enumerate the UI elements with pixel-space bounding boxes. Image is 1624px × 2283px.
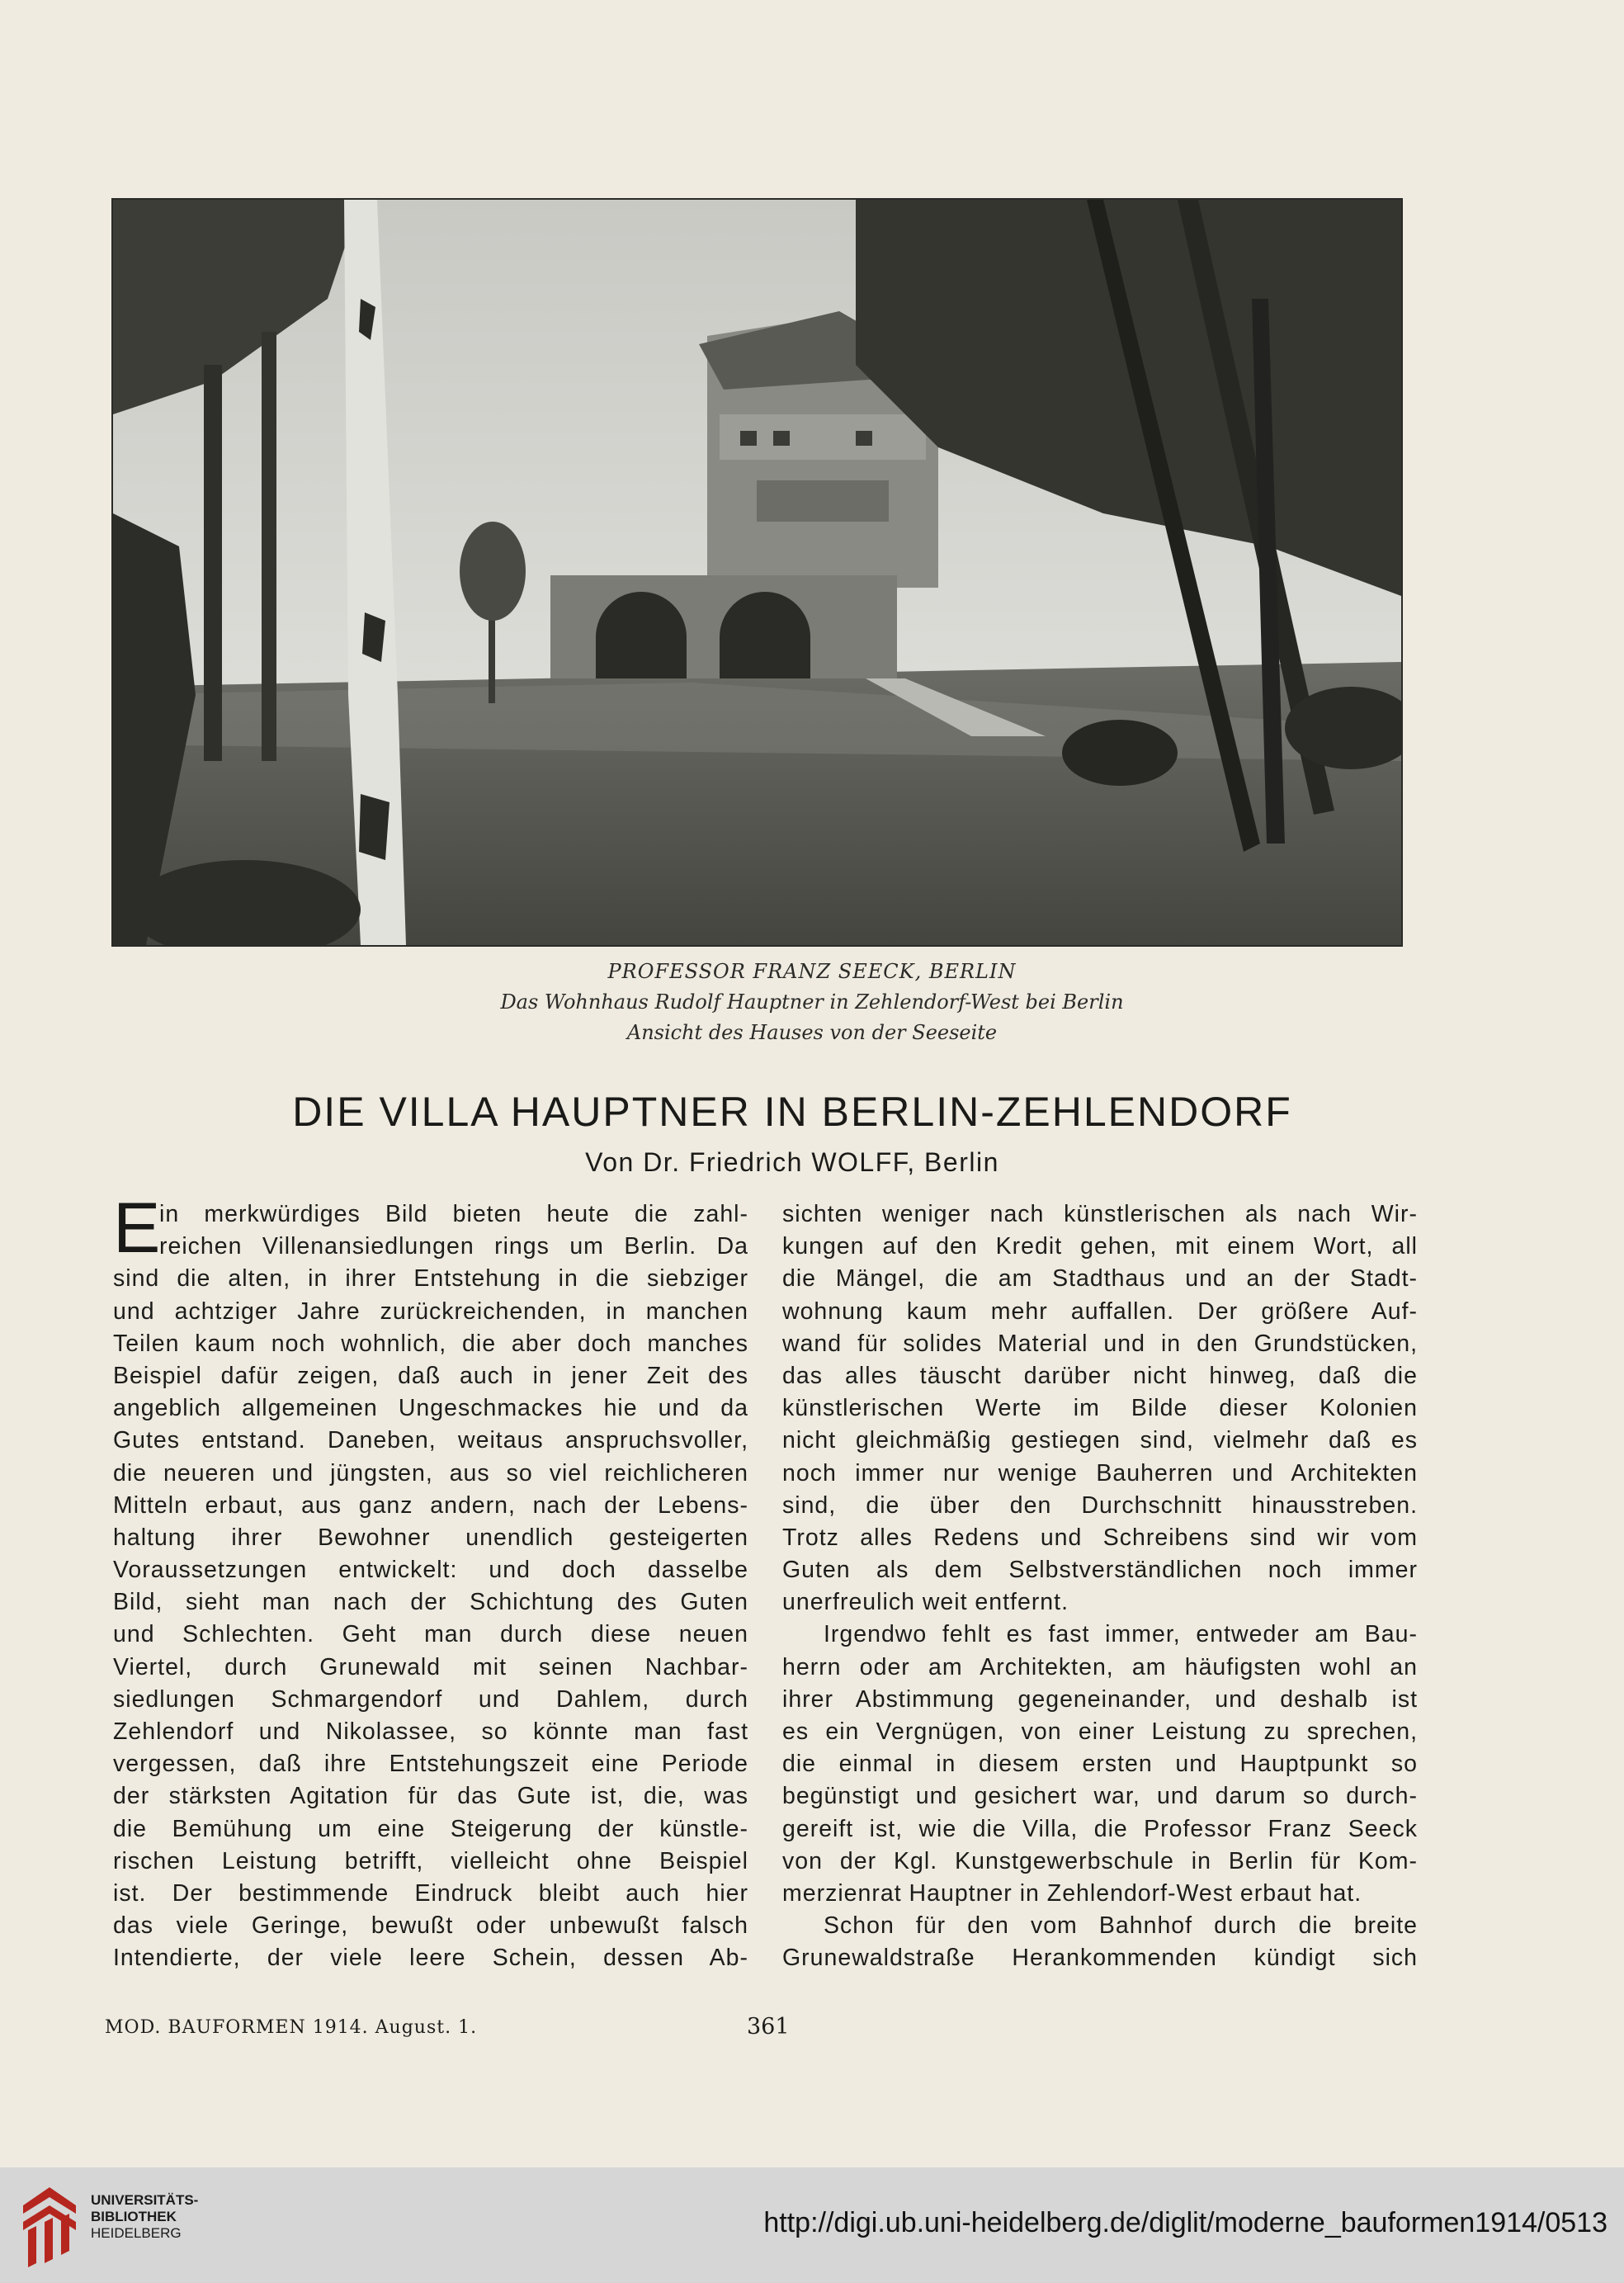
text-line: merzienrat Hauptner in Zehlendorf-West erbaut hat. — [782, 1879, 1362, 1907]
text-line: Zehlendorf und Nikolassee, so könnte man fast — [113, 1718, 748, 1745]
journal-reference: MOD. BAUFORMEN 1914. August. 1. — [105, 2017, 478, 2038]
text-line: Trotz alles Redens und Schreibens sind wir vom — [782, 1524, 1418, 1551]
library-name-line3: HEIDELBERG — [91, 2225, 182, 2241]
text-line: Voraussetzungen entwickelt: und doch dasselbe — [113, 1557, 748, 1584]
library-footer-bar — [0, 2167, 1624, 2283]
article-byline: Von Dr. Friedrich WOLFF, Berlin — [585, 1147, 999, 1177]
text-line: die Mängel, die am Stadthaus und an der Stadt- — [782, 1265, 1418, 1293]
text-line: sichten weniger nach künstlerischen als nach Wir- — [782, 1201, 1418, 1227]
text-line: Intendierte, der viele leere Schein, dessen Ab- — [113, 1945, 748, 1972]
text-line: von der Kgl. Kunstgewerbschule in Berlin für Kom- — [782, 1847, 1418, 1874]
library-name-line1: UNIVERSITÄTS- — [91, 2192, 199, 2208]
text-line: wohnung kaum mehr auffallen. Der größere Auf- — [782, 1297, 1418, 1325]
article-column-left — [113, 1189, 748, 1975]
text-line: noch immer nur wenige Bauherren und Architekten — [782, 1459, 1418, 1487]
text-line: Schon für den vom Bahnhof durch die breite — [824, 1912, 1418, 1940]
text-line: Beispiel dafür zeigen, daß auch in jener Zeit des — [113, 1362, 748, 1389]
text-line: die einmal in diesem ersten und Hauptpunkt so — [782, 1751, 1418, 1778]
text-line: das alles täuscht darüber nicht hinweg, daß die — [782, 1362, 1418, 1389]
caption-view: Ansicht des Hauses von der Seeseite — [626, 1021, 998, 1044]
text-line: das viele Geringe, bewußt oder unbewußt falsch — [113, 1912, 748, 1940]
villa-photograph — [111, 198, 1403, 947]
text-line: begünstigt und gesichert war, und darum so durch- — [782, 1783, 1418, 1810]
text-line: kungen auf den Kredit gehen, mit einem Wort, all — [782, 1233, 1418, 1260]
text-line: es ein Vergnügen, von einer Leistung zu sprechen, — [782, 1718, 1418, 1745]
text-line: ihrer Abstimmung gegeneinander, und deshalb ist — [782, 1685, 1418, 1713]
text-line: haltung ihrer Bewohner unendlich gesteigerten — [113, 1524, 748, 1551]
text-line: sind die alten, in ihrer Entstehung in die siebziger — [113, 1265, 748, 1293]
caption-architect: PROFESSOR FRANZ SEECK, BERLIN — [607, 960, 1017, 983]
text-line: Grunewaldstraße Herankommenden kündigt sich — [782, 1945, 1418, 1972]
text-line: siedlungen Schmargendorf und Dahlem, durch — [113, 1685, 748, 1713]
digital-library-url[interactable]: http://digi.ub.uni-heidelberg.de/diglit/moderne_bauformen1914/0513 — [763, 2207, 1607, 2238]
text-line: Viertel, durch Grunewald mit seinen Nachbar- — [113, 1653, 748, 1680]
text-line: Bild, sieht man nach der Schichtung des Guten — [113, 1589, 748, 1616]
text-line: Teilen kaum noch wohnlich, die aber doch manches — [113, 1330, 748, 1357]
text-line: herrn oder am Architekten, am häufigsten wohl an — [782, 1653, 1418, 1680]
text-line: und achtziger Jahre zurückreichenden, in manchen — [113, 1297, 748, 1325]
text-line: Gutes entstand. Daneben, weitaus anspruchsvoller, — [113, 1427, 748, 1454]
text-line: unerfreulich weit entfernt. — [782, 1589, 1069, 1616]
text-line: Irgendwo fehlt es fast immer, entweder am Bau- — [824, 1621, 1418, 1648]
text-line: rischen Leistung betrifft, vielleicht ohne Beispiel — [113, 1847, 748, 1874]
text-line: die neueren und jüngsten, aus so viel reichlicheren — [113, 1459, 748, 1487]
text-line: Mitteln erbaut, aus ganz andern, nach der Lebens- — [113, 1491, 748, 1519]
article-column-right — [782, 1198, 1418, 1975]
caption-subject: Das Wohnhaus Rudolf Hauptner in Zehlendorf-West bei Berlin — [500, 990, 1124, 1014]
text-line: vergessen, daß ihre Entstehungszeit eine Periode — [113, 1751, 748, 1778]
text-line: die Bemühung um eine Steigerung der künstle- — [113, 1815, 748, 1842]
villa-photograph-image — [113, 200, 1401, 945]
article-title: DIE VILLA HAUPTNER IN BERLIN-ZEHLENDORF — [292, 1089, 1292, 1135]
page-number: 361 — [747, 2014, 790, 2040]
library-name — [91, 2192, 198, 2242]
text-line: und Schlechten. Geht man durch diese neuen — [113, 1621, 748, 1648]
drop-cap: E — [113, 1189, 162, 1268]
text-line: gereift ist, wie die Villa, die Professor Franz Seeck — [782, 1815, 1418, 1842]
text-line: künstlerischen Werte im Bilde dieser Kolonien — [782, 1395, 1418, 1422]
text-line: angeblich allgemeinen Ungeschmackes hie und da — [113, 1395, 748, 1422]
text-line: nicht gleichmäßig gestiegen sind, vielmehr daß es — [782, 1427, 1418, 1454]
ub-heidelberg-logo-icon — [17, 2181, 83, 2271]
text-line: Guten als dem Selbstverständlichen noch immer — [782, 1557, 1418, 1584]
text-line: sind, die über den Durchschnitt hinausstreben. — [782, 1491, 1418, 1519]
text-line: reichen Villenansiedlungen rings um Berlin. Da — [159, 1233, 748, 1260]
library-name-line2: BIBLIOTHEK — [91, 2209, 177, 2224]
text-line: der stärksten Agitation für das Gute ist, die, was — [113, 1783, 748, 1810]
text-line: ist. Der bestimmende Eindruck bleibt auch hier — [113, 1879, 748, 1907]
text-line-content: in merkwürdiges Bild bieten heute die zahl- — [159, 1201, 748, 1227]
text-line: wand für solides Material und in den Grundstücken, — [782, 1330, 1418, 1357]
